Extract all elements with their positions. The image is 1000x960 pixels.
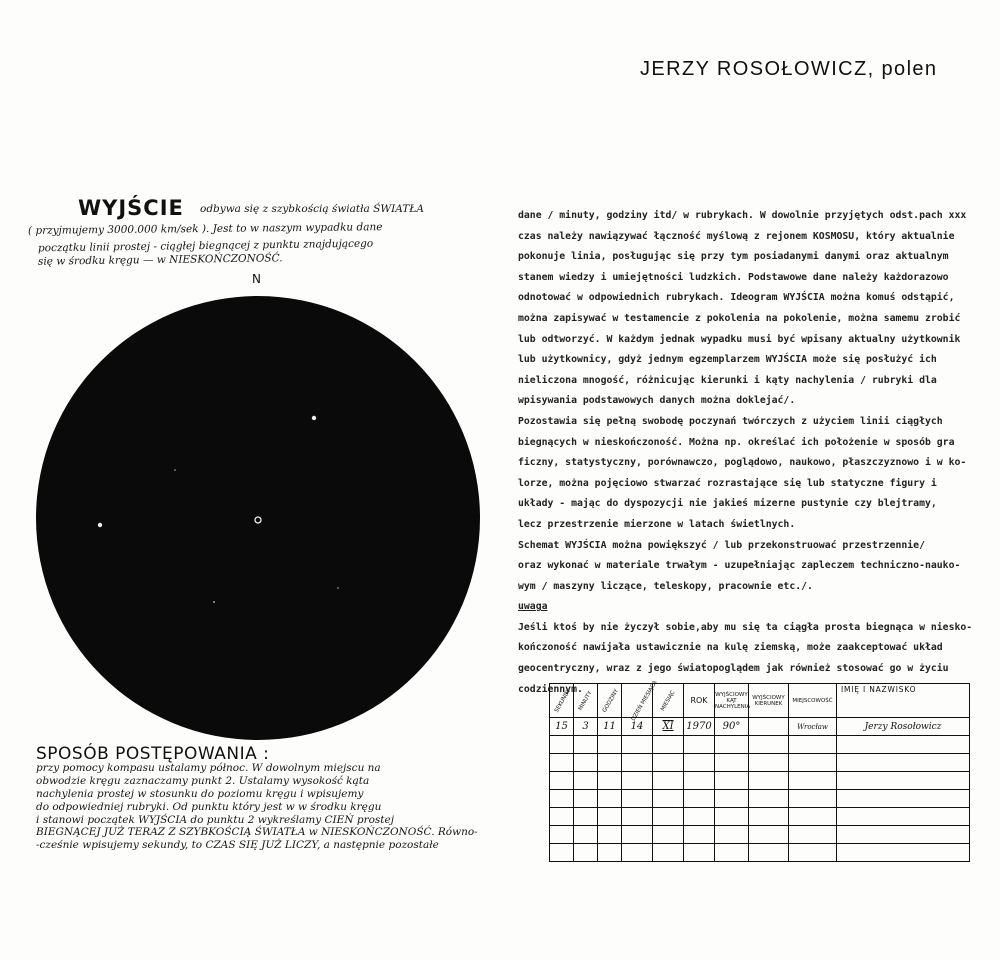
table-cell-empty	[837, 754, 970, 772]
table-cell-empty	[789, 754, 837, 772]
table-cell: 90°	[715, 718, 749, 736]
table-cell-empty	[550, 736, 574, 754]
sposob-line: BIEGNĄCEJ JUŻ TERAZ Z SZYBKOŚCIĄ ŚWIATŁA w NIESKOŃCZONOŚĆ. Równo-	[36, 826, 478, 838]
sposob-line: -cześnie wpisujemy sekundy, to CZAS SIĘ JUŻ LICZY, a następnie pozostałe	[36, 839, 439, 851]
table-cell: Jerzy Rosołowicz	[837, 718, 970, 736]
table-cell	[749, 718, 789, 736]
table-cell: 1970	[684, 718, 715, 736]
table-cell-empty	[622, 754, 653, 772]
table-cell: 14	[622, 718, 653, 736]
table-row	[550, 718, 970, 736]
typed-line: stanem wiedzy i umiejętności ludzkich. Podstawowe dane należy każdorazowo	[518, 271, 949, 283]
table-cell: Wrocław	[789, 718, 837, 736]
sposob-line: i stanowi początek WYJŚCIA do punktu 2 wykreślamy CIEŃ prostej	[36, 814, 394, 826]
table-cell-empty	[789, 826, 837, 844]
typed-line: układy - mając do dyspozycji nie jakieś mizerne pustynie czy blejtramy,	[518, 498, 937, 510]
header-seconds: SEKUNDY	[550, 684, 574, 718]
typed-line: odnotować w odpowiednich rubrykach. Ideogram WYJŚCIA można komuś odstąpić,	[518, 292, 955, 304]
header-hours: GODZINY	[598, 684, 622, 718]
table-cell-empty	[749, 772, 789, 790]
table-cell-empty	[598, 754, 622, 772]
table-cell-empty	[550, 772, 574, 790]
typed-line: wpisywania podstawowych danych można doklejać/.	[518, 395, 796, 407]
table-cell-empty	[715, 790, 749, 808]
table-cell-empty	[684, 772, 715, 790]
table-cell-empty	[749, 844, 789, 862]
typed-line: lub odtworzyć. W każdym jednak wypadku musi być wpisany aktualny użytkownik	[518, 333, 961, 345]
star-dot	[98, 523, 102, 527]
sposob-title: SPOSÓB POSTĘPOWANIA :	[36, 744, 270, 764]
center-point	[255, 517, 261, 523]
typed-line: oraz wykonać w materiale trwałym - uzupełniając zapleczem techniczno-nauko-	[518, 560, 961, 572]
table-cell-empty	[550, 844, 574, 862]
sposob-line: obwodzie kręgu zaznaczamy punkt 2. Ustalamy wysokość kąta	[36, 775, 370, 787]
wyjscie-note-line: się w środku kręgu — w NIESKOŃCZONOŚĆ.	[37, 252, 283, 268]
header-name: IMIĘ I NAZWISKO	[837, 684, 970, 718]
header-place: MIEJSCOWOŚĆ	[789, 684, 837, 718]
table-cell: XI	[653, 718, 684, 736]
typed-line: lub użytkownicy, gdyż jednym egzemplarzem WYJŚCIA może się posłużyć ich	[518, 354, 937, 366]
table-cell-empty	[837, 736, 970, 754]
table-cell-empty	[574, 844, 598, 862]
header-day: DZIEŃ MIESIĄCA	[622, 684, 653, 718]
star-dot	[312, 416, 316, 420]
table-cell-empty	[715, 736, 749, 754]
header-direction: WYJŚCIOWY KIERUNEK	[749, 684, 789, 718]
table-cell-empty	[684, 844, 715, 862]
typed-line: wym / maszyny liczące, teleskopy, pracownie etc./.	[518, 580, 813, 592]
typed-line: nieliczona mnogość, różnicując kierunki i kąty nachylenia / rubryki dla	[518, 374, 937, 386]
table-cell-empty	[574, 808, 598, 826]
table-cell-empty	[574, 826, 598, 844]
table-cell-empty	[715, 844, 749, 862]
typed-line: codziennym.	[518, 683, 583, 695]
typed-line: geocentryczny, wraz z jego światopoglądem jak również stosować go w życiu	[518, 663, 949, 675]
table-row-empty	[550, 772, 970, 790]
table-cell-empty	[837, 844, 970, 862]
uwaga-label: uwaga	[518, 601, 548, 613]
typed-line: lorze, można pojęciowo stwarzać rozrastające się lub statyczne figury i	[518, 477, 937, 489]
table-cell-empty	[550, 826, 574, 844]
table-cell-empty	[598, 826, 622, 844]
table-cell-empty	[789, 772, 837, 790]
table-cell-empty	[622, 844, 653, 862]
table-cell-empty	[837, 808, 970, 826]
typed-line: ficzny, statystyczny, porównawczo, poglądowo, naukowo, płaszczyznowo i w ko-	[518, 457, 967, 469]
table-cell-empty	[715, 826, 749, 844]
table-cell-empty	[789, 844, 837, 862]
wyjscie-note-line: początku linii prostej - ciągłej biegnącej z punktu znajdującego	[37, 237, 374, 255]
typed-line: biegnących w nieskończoność. Można np. określać ich położenie w sposób gra	[518, 436, 955, 448]
table-cell-empty	[550, 754, 574, 772]
table-cell-empty	[653, 808, 684, 826]
table-cell-empty	[550, 808, 574, 826]
star-dot	[174, 469, 176, 471]
table-cell-empty	[550, 790, 574, 808]
table-row-empty	[550, 844, 970, 862]
table-cell-empty	[622, 736, 653, 754]
table-cell-empty	[715, 754, 749, 772]
author-heading: JERZY ROSOŁOWICZ, polen	[640, 58, 938, 80]
table-cell-empty	[749, 790, 789, 808]
table-row-empty	[550, 790, 970, 808]
table-cell-empty	[837, 826, 970, 844]
table-cell-empty	[749, 736, 789, 754]
table-row-empty	[550, 808, 970, 826]
table-cell-empty	[837, 772, 970, 790]
typewritten-text	[518, 206, 980, 700]
header-minutes: MINUTY	[574, 684, 598, 718]
header-year: ROK	[684, 684, 715, 718]
table-cell-empty	[789, 736, 837, 754]
table-cell-empty	[653, 826, 684, 844]
table-cell-empty	[622, 826, 653, 844]
wyjscie-title: WYJŚCIE	[78, 196, 184, 220]
table-cell-empty	[789, 808, 837, 826]
typed-line: lecz przestrzenie mierzone w latach świetlnych.	[518, 518, 796, 530]
table-cell-empty	[574, 754, 598, 772]
table-cell-empty	[749, 754, 789, 772]
typed-line: Jeśli ktoś by nie życzył sobie,aby mu się ta ciągła prosta biegnąca w niesko-	[518, 621, 973, 633]
table-cell: 11	[598, 718, 622, 736]
table-cell-empty	[837, 790, 970, 808]
typed-line: kończoność nawijała ustawicznie na kulę ziemską, może zaakceptować układ	[518, 642, 943, 654]
table-row-empty	[550, 736, 970, 754]
table-cell-empty	[789, 790, 837, 808]
table-cell-empty	[749, 826, 789, 844]
table-cell-empty	[653, 790, 684, 808]
black-disc	[36, 296, 480, 740]
table-cell-empty	[622, 772, 653, 790]
table-cell-empty	[684, 736, 715, 754]
table-cell-empty	[574, 790, 598, 808]
table-cell-empty	[684, 808, 715, 826]
table-cell-empty	[684, 754, 715, 772]
table-cell-empty	[653, 736, 684, 754]
table-cell-empty	[598, 844, 622, 862]
header-month: MIESIĄC	[653, 684, 684, 718]
star-dot	[337, 587, 339, 589]
table-cell-empty	[653, 754, 684, 772]
wyjscie-note-line: odbywa się z szybkością światła ŚWIATŁA	[200, 203, 424, 215]
table-cell-empty	[653, 772, 684, 790]
table-cell-empty	[622, 808, 653, 826]
table-cell: 3	[574, 718, 598, 736]
typed-line: można zapisywać w testamencie z pokolenia na pokolenie, można samemu zrobić	[518, 312, 961, 324]
typed-line: Pozostawia się pełną swobodę poczynań twórczych z użyciem linii ciągłych	[518, 415, 943, 427]
typed-line: Schemat WYJŚCIA można powiększyć / lub przekonstruować przestrzennie/	[518, 539, 925, 551]
typed-line: dane / minuty, godziny itd/ w rubrykach. W dowolnie przyjętych odst.pach xxx	[518, 210, 967, 221]
sposob-line: nachylenia prostej w stosunku do poziomu kręgu i wpisujemy	[36, 788, 364, 800]
typed-line: pokonuje linia, posługując się przy tym posiadanymi danymi oraz aktualnym	[518, 251, 949, 263]
table-cell-empty	[598, 808, 622, 826]
star-dot	[213, 601, 215, 603]
table-cell-empty	[574, 736, 598, 754]
north-marker: N	[252, 272, 261, 286]
table-cell-empty	[684, 790, 715, 808]
table-cell-empty	[684, 826, 715, 844]
table-cell-empty	[715, 808, 749, 826]
table-cell-empty	[598, 790, 622, 808]
typed-line: czas należy nawiązywać łączność myślową z rejonem KOSMOSU, który aktualnie	[518, 230, 955, 242]
table-row-empty	[550, 826, 970, 844]
registration-table	[549, 679, 970, 862]
table-cell-empty	[715, 772, 749, 790]
table-cell-empty	[749, 808, 789, 826]
table-row-empty	[550, 754, 970, 772]
table-cell-empty	[598, 772, 622, 790]
table-cell: 15	[550, 718, 574, 736]
sposob-line: przy pomocy kompasu ustalamy północ. W dowolnym miejscu na	[36, 762, 381, 774]
header-angle: WYJŚCIOWY KĄT NACHYLENIA	[715, 684, 749, 718]
table-cell-empty	[598, 736, 622, 754]
table-cell-empty	[622, 790, 653, 808]
sposob-line: do odpowiedniej rubryki. Od punktu który jest w w środku kręgu	[36, 801, 382, 813]
table-cell-empty	[653, 844, 684, 862]
wyjscie-note-line: ( przyjmujemy 3000.000 km/sek ). Jest to w naszym wypadku dane	[27, 221, 383, 237]
table-cell-empty	[574, 772, 598, 790]
